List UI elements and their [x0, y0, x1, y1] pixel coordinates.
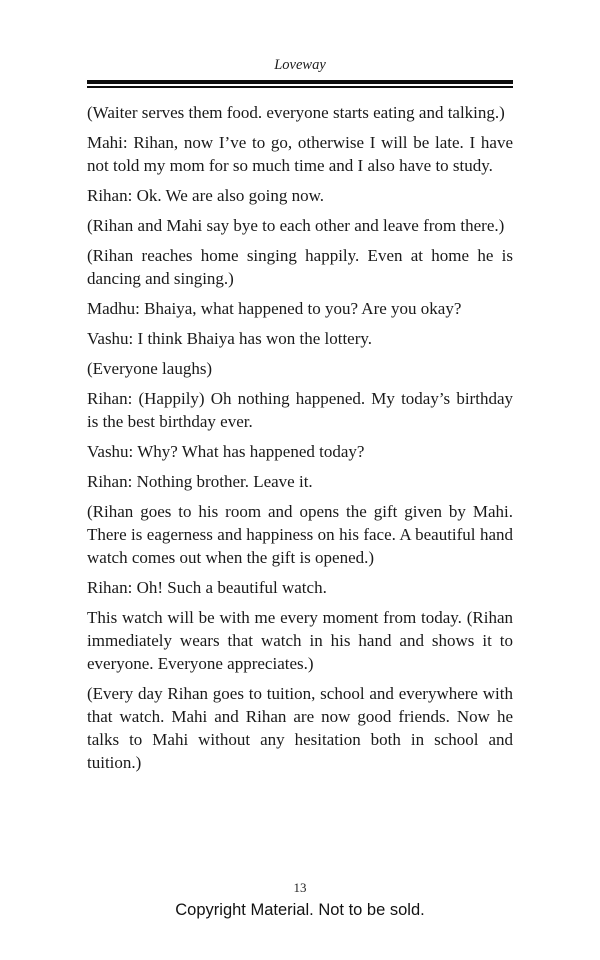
paragraph: (Everyone laughs) — [87, 359, 213, 378]
paragraph: Mahi: Rihan, now I’ve to go, otherwise I will be late. I have not told my mom for so much time and I also have to study. — [87, 133, 513, 175]
paragraph: (Every day Rihan goes to tuition, school and everywhere with that watch. Mahi and Rihan are now good friends. Now he talks to Mahi without any hesitation both in school and tuition.) — [87, 684, 513, 772]
paragraph: This watch will be with me every moment from today. (Rihan immediately wears that watch in his hand and shows it to everyone. Everyone appreciates.) — [87, 608, 513, 673]
paragraph: Rihan: (Happily) Oh nothing happened. My today’s birthday is the best birthday ever. — [87, 389, 513, 431]
paragraph: Rihan: Nothing brother. Leave it. — [87, 472, 313, 491]
page-body — [87, 101, 513, 774]
paragraph: Madhu: Bhaiya, what happened to you? Are you okay? — [87, 299, 462, 318]
paragraph: Vashu: I think Bhaiya has won the lottery. — [87, 329, 373, 348]
paragraph: (Rihan and Mahi say bye to each other and leave from there.) — [87, 216, 505, 235]
paragraph: Rihan: Oh! Such a beautiful watch. — [87, 578, 327, 597]
header-rule — [87, 80, 513, 88]
copyright-notice: Copyright Material. Not to be sold. — [175, 901, 425, 919]
paragraph: (Rihan reaches home singing happily. Even at home he is dancing and singing.) — [87, 246, 513, 288]
page-number: 13 — [293, 880, 307, 895]
paragraph: Rihan: Ok. We are also going now. — [87, 186, 325, 205]
paragraph: (Rihan goes to his room and opens the gift given by Mahi. There is eagerness and happiness on his face. A beautiful hand watch comes out when the gift is opened.) — [87, 502, 513, 567]
paragraph: (Waiter serves them food. everyone starts eating and talking.) — [87, 103, 505, 122]
paragraph: Vashu: Why? What has happened today? — [87, 442, 365, 461]
running-header: Loveway — [274, 57, 326, 73]
page-content — [87, 0, 513, 774]
